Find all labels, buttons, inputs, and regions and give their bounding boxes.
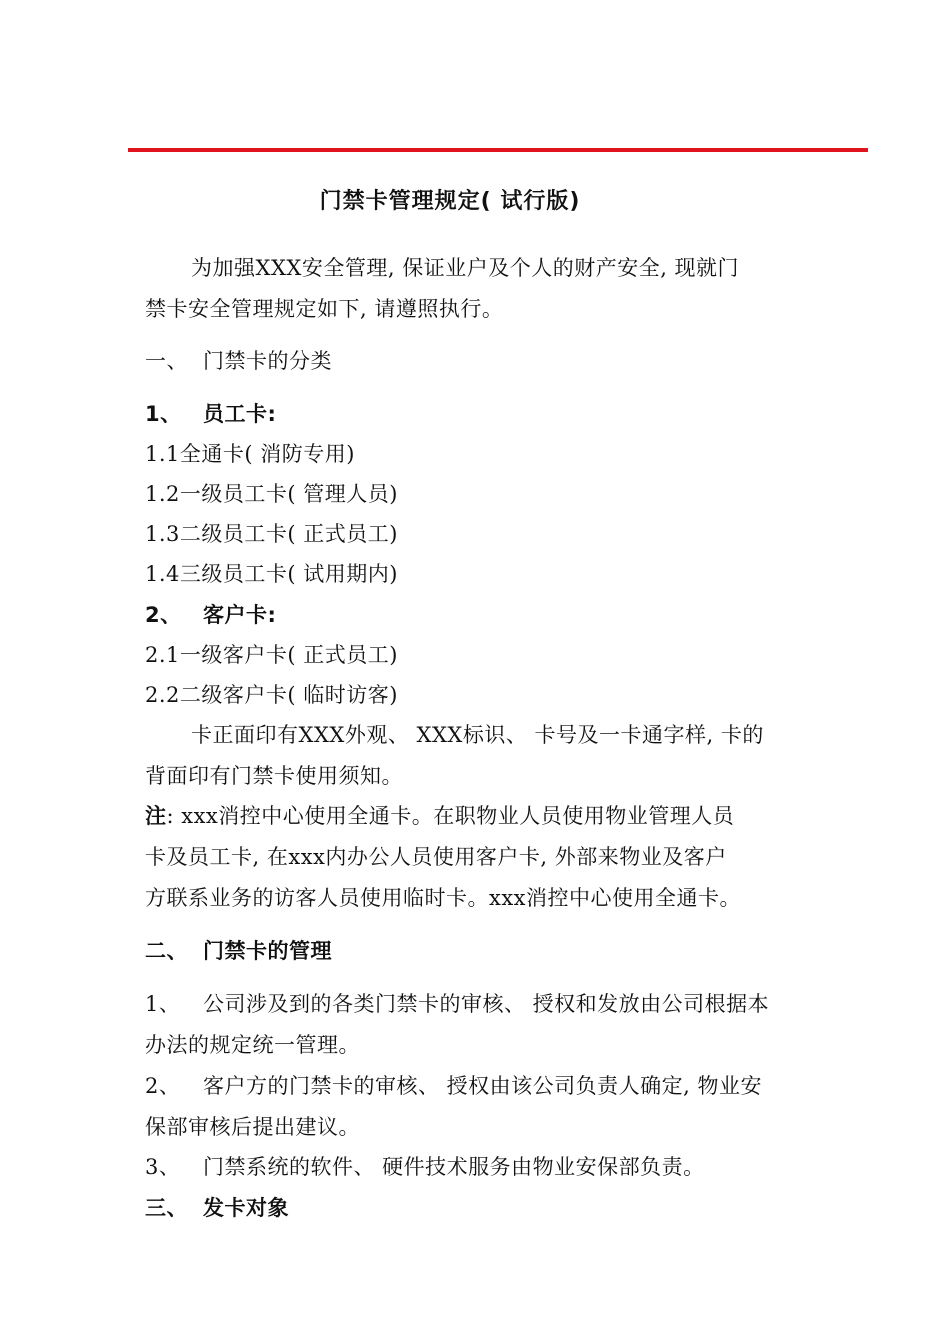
header-rule: [128, 148, 868, 152]
management-item-2-line-1: [145, 1070, 815, 1102]
management-item-3-text: 门禁系统的软件、 硬件技术服务由物业安保部负责。: [203, 1155, 705, 1179]
subsection-1-heading: [145, 398, 815, 430]
document-title: 门禁卡管理规定( 试行版): [319, 189, 581, 214]
management-item-3-number: 3、: [145, 1155, 181, 1179]
card-description-line-2: 背面印有门禁卡使用须知。: [145, 764, 403, 788]
management-item-3-line-1: [145, 1151, 815, 1183]
management-item-1-text: 公司涉及到的各类门禁卡的审核、 授权和发放由公司根据本: [203, 992, 770, 1016]
management-item-1-line-1: [145, 988, 815, 1020]
card-description-line-1: 卡正面印有XXX外观、 XXX标识、 卡号及一卡通字样, 卡的: [191, 723, 764, 747]
management-item-1-line-2: 办法的规定统一管理。: [145, 1033, 360, 1057]
list-item-1-1: 1.1全通卡( 消防专用): [145, 442, 355, 466]
section-2-number: 二、: [145, 939, 188, 963]
list-item-1-3: 1.3二级员工卡( 正式员工): [145, 522, 398, 546]
note-label: 注: [145, 804, 167, 828]
subsection-2-title: 客户卡:: [203, 603, 277, 627]
list-item-1-4: 1.4三级员工卡( 试用期内): [145, 562, 398, 586]
section-3-heading: [145, 1192, 815, 1224]
management-item-2-number: 2、: [145, 1074, 181, 1098]
subsection-2-number: 2、: [145, 603, 182, 627]
note-line-3: 方联系业务的访客人员使用临时卡。xxx消控中心使用全通卡。: [145, 886, 742, 910]
management-item-1-number: 1、: [145, 992, 181, 1016]
section-3-number: 三、: [145, 1196, 188, 1220]
subsection-1-number: 1、: [145, 402, 182, 426]
list-item-2-2: 2.2二级客户卡( 临时访客): [145, 683, 398, 707]
management-item-2-line-2: 保部审核后提出建议。: [145, 1115, 360, 1139]
section-1-number: 一、: [145, 349, 188, 373]
intro-paragraph-line-1: 为加强XXX安全管理, 保证业户及个人的财产安全, 现就门: [191, 256, 740, 280]
note-line-2: 卡及员工卡, 在xxx内办公人员使用客户卡, 外部来物业及客户: [145, 845, 727, 869]
management-item-2-text: 客户方的门禁卡的审核、 授权由该公司负责人确定, 物业安: [203, 1074, 763, 1098]
section-2-title: 门禁卡的管理: [203, 939, 332, 963]
note-text-1: : xxx消控中心使用全通卡。在职物业人员使用物业管理人员: [166, 804, 735, 828]
section-1-title: 门禁卡的分类: [203, 349, 332, 373]
subsection-1-title: 员工卡:: [203, 402, 277, 426]
section-2-heading: [145, 935, 815, 967]
list-item-1-2: 1.2一级员工卡( 管理人员): [145, 482, 398, 506]
subsection-2-heading: [145, 599, 815, 631]
note-line-1: [145, 800, 815, 832]
section-3-title: 发卡对象: [203, 1196, 289, 1220]
section-1-heading: [145, 345, 815, 377]
intro-paragraph-line-2: 禁卡安全管理规定如下, 请遵照执行。: [145, 297, 504, 321]
list-item-2-1: 2.1一级客户卡( 正式员工): [145, 643, 398, 667]
